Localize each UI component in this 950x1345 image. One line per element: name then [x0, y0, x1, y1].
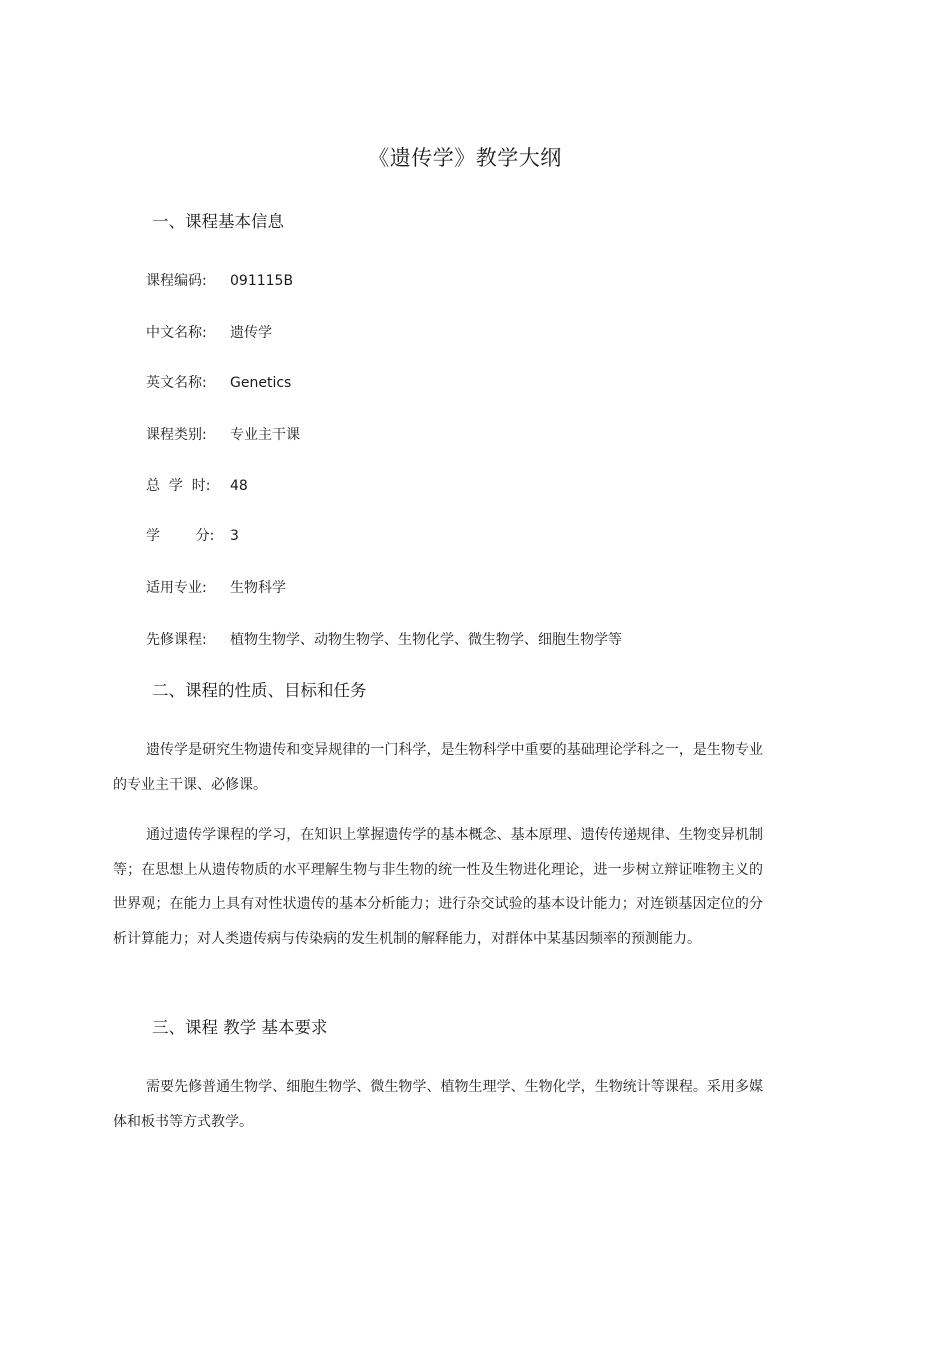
info-value: 专业主干课 — [230, 427, 300, 443]
info-row-applicable-major — [146, 578, 286, 598]
info-label: 先修课程: — [146, 632, 207, 648]
info-value: 091115B — [230, 273, 294, 289]
paragraph: 需要先修普通生物学、细胞生物学、微生物学、植物生理学、生物化学，生物统计等课程。采用多媒体和板书等方式教学。 — [113, 1079, 763, 1130]
document-title: 《遗传学》教学大纲 — [368, 146, 562, 170]
info-row-english-name — [146, 373, 291, 393]
info-row-course-code — [146, 271, 293, 291]
info-row-chinese-name — [146, 323, 272, 343]
info-value: 生物科学 — [230, 580, 286, 596]
info-label: 英文名称: — [146, 375, 207, 391]
info-value: 48 — [230, 478, 248, 494]
info-label: 中文名称: — [146, 325, 207, 341]
info-row-course-category — [146, 425, 300, 445]
info-value: 3 — [230, 528, 239, 544]
info-value: 植物生物学、动物生物学、生物化学、微生物学、细胞生物学等 — [230, 632, 622, 648]
info-row-prerequisites — [146, 630, 622, 650]
info-label: 总 学 时: — [146, 478, 211, 494]
info-row-total-hours — [146, 476, 248, 496]
info-label: 课程类别: — [146, 427, 207, 443]
info-value: 遗传学 — [230, 325, 272, 341]
section-heading-nature-goals: 二、课程的性质、目标和任务 — [152, 681, 367, 700]
info-label: 学 分: — [146, 528, 215, 544]
section-heading-basic-info: 一、课程基本信息 — [152, 212, 284, 231]
info-label: 适用专业: — [146, 580, 207, 596]
paragraph: 遗传学是研究生物遗传和变异规律的一门科学，是生物科学中重要的基础理论学科之一，是生物专业的专业主干课、必修课。 — [113, 742, 763, 793]
info-value: Genetics — [230, 375, 292, 391]
info-label: 课程编码: — [146, 273, 207, 289]
section-heading-teaching-requirements: 三、课程 教学 基本要求 — [152, 1018, 328, 1037]
paragraph: 通过遗传学课程的学习，在知识上掌握遗传学的基本概念、基本原理、遗传传递规律、生物变异机制等；在思想上从遗传物质的水平理解生物与非生物的统一性及生物进化理论，进一步树立辩证唯物主义的世界观；在能力上具有对性状遗传的基本分析能力；进行杂交试验的基本设计能力；对连锁基因定位的分析计算能力；对人类遗传病与传染病的发生机制的解释能力，对群体中某基因频率的预测能力。 — [113, 827, 763, 947]
info-row-credits — [146, 526, 239, 546]
